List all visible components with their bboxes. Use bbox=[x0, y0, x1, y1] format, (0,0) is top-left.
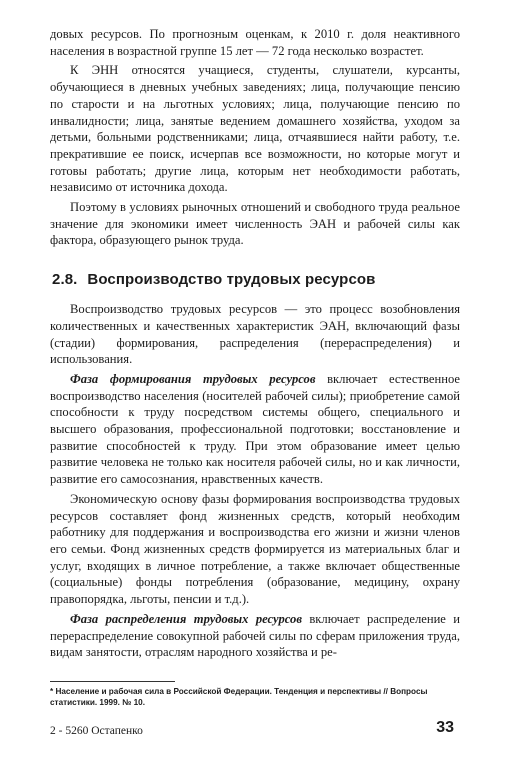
paragraph: довых ресурсов. По прогнозным оценкам, к 2010 г. доля неактивного населения в возрастной группе 15 лет — 72 года несколько возрастет. bbox=[50, 27, 460, 58]
section-text-block bbox=[50, 301, 460, 661]
paragraph bbox=[50, 301, 460, 368]
signature-mark: 2 - 5260 Остапенко bbox=[50, 725, 143, 737]
section-heading bbox=[52, 271, 460, 288]
section-number: 2.8. bbox=[52, 271, 78, 289]
top-text-block bbox=[50, 26, 460, 249]
paragraph: К ЭНН относятся учащиеся, студенты, слушатели, курсанты, обучающиеся в дневных учебных заведениях; лица, получающие пенсию по старости и на льготных условиях; лица, получающие пенсию по инвалидности; лица, занятые ведением домашнего хозяйства, уходом за детьми, больными родственниками; лица, отчаявшиеся найти работу, т.е. прекратившие ее поиск, исчерпав все возможности, но которые могут и готовы работать; другие лица, которым нет необходимости работать, независимо от источника дохода. bbox=[50, 63, 460, 195]
section-title: Воспроизводство трудовых ресурсов bbox=[87, 271, 376, 289]
paragraph-text: включает естественное воспроизводство населения (носителей рабочей силы); приобретение самой способности к труду посредством системы общего, специального и высшего образования, профессиональной подготовки; восстановление и развитие способностей к труду. При этом образование имеет целью развитие человека не только как носителя рабочей силы, но и как личности, развитие его самосознания, нравственных качеств. bbox=[50, 371, 460, 487]
italic-lead: Фаза распределения трудовых ресурсов bbox=[70, 611, 302, 626]
footnote-rule bbox=[50, 681, 175, 682]
paragraph-text: Экономическую основу фазы формирования воспроизводства трудовых ресурсов составляет фонд жизненных средств, который необходим работнику для поддержания и воспроизводства его жизни и жизни членов его семьи. Фонд жизненных средств формируется из материальных благ и услуг, входящих в личное потребление, а также включает общественные (социальные) фонды потребления (образование, медицину, охрану правопорядка, льготы, пенсии и т.д.). bbox=[50, 491, 460, 607]
italic-lead: Фаза формирования трудовых ресурсов bbox=[70, 371, 316, 386]
paragraph bbox=[50, 371, 460, 488]
paragraph-text: Воспроизводство трудовых ресурсов — это процесс возобновления количественных и качественных характеристик ЭАН, включающий фазы (стадии) формирования, распределения (перераспределения) и использования. bbox=[50, 302, 460, 367]
paragraph-text: включает распределение и перераспределение совокупной рабочей силы по сферам приложения труда, видам занятости, отраслям народного хозяйства и ре- bbox=[50, 611, 461, 660]
page-number: 33 bbox=[436, 719, 454, 736]
footnote: * Население и рабочая сила в Российской Федерации. Тенденция и перспективы // Вопросы статистики. 1999. № 10. bbox=[50, 687, 428, 707]
paragraph: Поэтому в условиях рыночных отношений и свободного труда реальное значение для экономики имеет численность ЭАН и рабочей силы как фактора, образующего рынок труда. bbox=[50, 200, 460, 248]
paragraph bbox=[50, 491, 460, 608]
paragraph bbox=[50, 611, 460, 661]
